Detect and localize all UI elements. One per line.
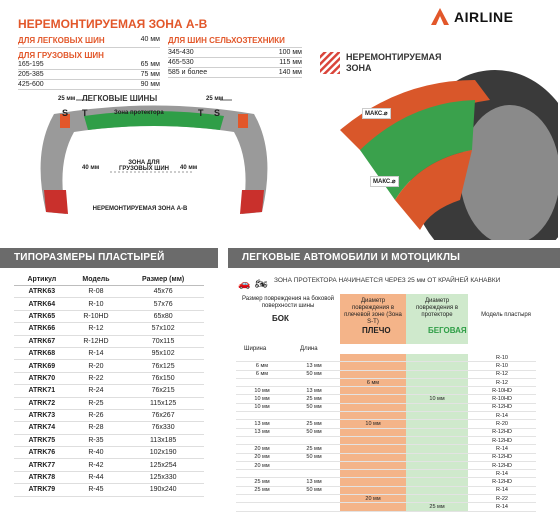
table-cell: 20 мм — [236, 461, 288, 469]
table-cell: 6 мм — [340, 378, 406, 386]
table-cell — [340, 362, 406, 370]
table-row — [14, 347, 204, 359]
passenger-block — [18, 36, 160, 90]
table-row — [236, 453, 536, 461]
right-40-label: 40 мм — [180, 165, 198, 171]
table-cell: R-42 — [70, 459, 123, 471]
truck-rows — [18, 60, 160, 90]
truck-size-row-value: 90 мм — [140, 81, 160, 88]
truck-size-row-size: 165-195 — [18, 61, 44, 68]
table-row — [14, 447, 204, 459]
table-cell — [288, 354, 340, 362]
table-cell — [406, 403, 468, 411]
table-cell — [406, 428, 468, 436]
col2-header: Диаметр повреждения в плечевой зоне (Зона S-T) — [344, 298, 402, 325]
table-cell — [340, 453, 406, 461]
brand-logo — [430, 7, 450, 32]
table-cell: 76х215 — [122, 385, 204, 397]
table-row — [236, 461, 536, 469]
table-cell: R-24 — [70, 385, 123, 397]
table-cell — [406, 378, 468, 386]
header-model: Модель — [70, 274, 123, 286]
motorcycle-icon: 🏍 — [254, 279, 268, 290]
table-cell: R-14 — [468, 503, 536, 511]
table-cell: R-14 — [468, 412, 536, 420]
agri-size-row-size: 465-530 — [168, 59, 194, 66]
table-row — [14, 397, 204, 409]
table-cell — [288, 503, 340, 511]
table-cell: 20 мм — [236, 445, 288, 453]
table-cell: 50 мм — [288, 370, 340, 378]
right-mm-label: 25 мм — [206, 96, 224, 102]
table-cell: ATRK71 — [14, 385, 70, 397]
table-cell: ATRK68 — [14, 347, 70, 359]
table-cell: ATRK78 — [14, 471, 70, 483]
table-cell: R-12HD — [468, 478, 536, 486]
table-row — [14, 323, 204, 335]
table-cell: 76х150 — [122, 372, 204, 384]
table-cell: 20 мм — [236, 453, 288, 461]
agri-size-row — [168, 48, 302, 58]
table-row — [236, 428, 536, 436]
table-cell: ATRK75 — [14, 434, 70, 446]
zones-title: НЕРЕМОНТИРУЕМАЯ ЗОНА А-В — [18, 17, 208, 31]
table-row — [236, 403, 536, 411]
table-cell: 10 мм — [236, 403, 288, 411]
header-article: Артикул — [14, 274, 70, 286]
table-cell: 57х76 — [122, 298, 204, 310]
table-row — [14, 360, 204, 372]
table-cell: ATRK63 — [14, 286, 70, 298]
table-cell — [340, 445, 406, 453]
table-cell: 50 мм — [288, 428, 340, 436]
table-cell: R-10 — [70, 298, 123, 310]
truck-size-row — [18, 60, 160, 70]
table-cell: 13 мм — [236, 420, 288, 428]
table-cell: R-10HD — [468, 387, 536, 395]
table-row — [14, 459, 204, 471]
table-cell: 13 мм — [288, 478, 340, 486]
table-cell — [340, 503, 406, 511]
col1-header: Размер повреждения на боковой поверхности шины — [241, 296, 335, 309]
table-cell — [340, 486, 406, 494]
table-cell — [288, 495, 340, 503]
agri-size-row-size: 345-430 — [168, 49, 194, 56]
table-cell: R-14 — [70, 347, 123, 359]
repair-table — [236, 354, 536, 512]
table-row — [236, 387, 536, 395]
table-cell — [288, 470, 340, 478]
table-cell: R-12HD — [468, 428, 536, 436]
patch-table — [14, 274, 204, 497]
table-cell — [236, 412, 288, 420]
table-row — [14, 372, 204, 384]
agri-size-row — [168, 58, 302, 68]
table-row — [236, 478, 536, 486]
table-cell: 76х267 — [122, 409, 204, 421]
left-mm-label: 25 мм — [58, 96, 76, 102]
shoulder-right-mark — [238, 114, 248, 128]
table-cell — [340, 461, 406, 469]
table-cell: R-12HD — [468, 403, 536, 411]
table-cell: 125х330 — [122, 471, 204, 483]
table-cell: 10 мм — [236, 387, 288, 395]
table-cell: 102х190 — [122, 447, 204, 459]
table-cell — [288, 461, 340, 469]
table-cell: 13 мм — [236, 428, 288, 436]
table-cell: 190х240 — [122, 484, 204, 496]
table-cell: ATRK73 — [14, 409, 70, 421]
table-cell: 65х80 — [122, 310, 204, 322]
left-40-label: 40 мм — [82, 165, 100, 171]
table-cell: ATRK67 — [14, 335, 70, 347]
agri-size-row — [168, 68, 302, 78]
table-cell: R-20 — [70, 360, 123, 372]
table-cell: R-44 — [70, 471, 123, 483]
truck-size-row — [18, 70, 160, 80]
col-tread: БЕГОВАЯ — [428, 326, 467, 335]
table-row — [14, 484, 204, 496]
agri-size-row-value: 115 мм — [279, 59, 302, 66]
table-row — [236, 470, 536, 478]
table-row — [14, 409, 204, 421]
table-cell: R-12 — [70, 323, 123, 335]
table-cell: R-12HD — [468, 453, 536, 461]
passenger-value: 40 мм — [140, 36, 160, 43]
table-row — [236, 412, 536, 420]
table-cell: 50 мм — [288, 453, 340, 461]
table-row — [14, 310, 204, 322]
table-cell — [236, 503, 288, 511]
col-shoulder: ПЛЕЧО — [362, 326, 391, 335]
table-cell: R-10HD — [70, 310, 123, 322]
table-cell: ATRK64 — [14, 298, 70, 310]
table-cell — [340, 478, 406, 486]
t-right: T — [198, 108, 204, 118]
table-cell: R-10 — [468, 362, 536, 370]
table-cell — [236, 436, 288, 444]
table-cell: R-35 — [70, 434, 123, 446]
table-row — [14, 422, 204, 434]
patch-table-wrap — [14, 274, 204, 497]
table-row — [236, 420, 536, 428]
table-cell: R-08 — [70, 286, 123, 298]
table-cell: 25 мм — [288, 395, 340, 403]
tire-legend: НЕРЕМОНТИРУЕМАЯ ЗОНА — [346, 52, 442, 73]
table-cell: 25 мм — [406, 503, 468, 511]
table-cell — [406, 470, 468, 478]
table-cell — [340, 436, 406, 444]
passenger-moto-bar: ЛЕГКОВЫЕ АВТОМОБИЛИ И МОТОЦИКЛЫ — [228, 248, 560, 268]
table-cell — [288, 412, 340, 420]
table-row — [14, 385, 204, 397]
table-cell — [406, 453, 468, 461]
table-cell: R-28 — [70, 422, 123, 434]
table-cell: ATRK69 — [14, 360, 70, 372]
table-cell: 25 мм — [288, 420, 340, 428]
table-cell — [340, 412, 406, 420]
table-row — [14, 471, 204, 483]
agri-size-row-value: 140 мм — [278, 69, 302, 76]
table-cell: 95х102 — [122, 347, 204, 359]
table-cell: 25 мм — [236, 486, 288, 494]
table-row — [236, 503, 536, 511]
vehicle-icons — [238, 274, 268, 292]
table-cell: ATRK65 — [14, 310, 70, 322]
agri-size-row-value: 100 мм — [278, 49, 302, 56]
table-row — [236, 445, 536, 453]
table-cell — [340, 428, 406, 436]
agri-size-row-size: 585 и более — [168, 69, 208, 76]
table-cell: R-12HD — [468, 436, 536, 444]
table-row — [236, 370, 536, 378]
table-cell: 13 мм — [288, 362, 340, 370]
repair-table-wrap — [236, 354, 536, 512]
table-row — [236, 495, 536, 503]
agri-label: ДЛЯ ШИН СЕЛЬХОЗТЕХНИКИ — [168, 36, 302, 48]
table-cell: ATRK77 — [14, 459, 70, 471]
table-cell: 45х76 — [122, 286, 204, 298]
table-row — [236, 486, 536, 494]
table-cell: 20 мм — [340, 495, 406, 503]
table-cell: 113х185 — [122, 434, 204, 446]
col3-header: Диаметр повреждения в протекторе — [416, 298, 458, 318]
table-cell — [340, 395, 406, 403]
table-row — [14, 298, 204, 310]
table-cell — [406, 412, 468, 420]
table-cell: R-22 — [468, 495, 536, 503]
table-cell: R-12 — [468, 378, 536, 386]
table-cell: 50 мм — [288, 486, 340, 494]
table-cell — [406, 420, 468, 428]
table-row — [14, 335, 204, 347]
table-cell: R-25 — [70, 397, 123, 409]
table-cell: R-20 — [468, 420, 536, 428]
max-diameter-1: МАКС.⌀ — [362, 108, 391, 119]
table-cell: 25 мм — [236, 478, 288, 486]
table-cell: 10 мм — [236, 395, 288, 403]
table-cell — [406, 362, 468, 370]
table-cell: ATRK70 — [14, 372, 70, 384]
table-cell — [236, 495, 288, 503]
table-row — [236, 436, 536, 444]
max-diameter-2: МАКС.⌀ — [370, 176, 399, 187]
bottom-zone-label: НЕРЕМОНТИРУЕМАЯ ЗОНА А-В — [92, 206, 188, 212]
table-cell: R-10HD — [468, 395, 536, 403]
table-cell: 76х125 — [122, 360, 204, 372]
table-cell — [406, 387, 468, 395]
table-cell — [340, 354, 406, 362]
agri-rows — [168, 48, 302, 78]
truck-size-row-size: 425-600 — [18, 81, 44, 88]
table-cell: 10 мм — [340, 420, 406, 428]
car-icon: 🚗 — [238, 279, 251, 290]
passenger-label: ДЛЯ ЛЕГКОВЫХ ШИН — [18, 36, 105, 45]
table-cell: 70х115 — [122, 335, 204, 347]
col4-header: Модель пластыря — [481, 312, 531, 318]
truck-label: ДЛЯ ГРУЗОВЫХ ШИН — [18, 51, 104, 60]
table-cell — [288, 378, 340, 386]
header-size: Размер (мм) — [122, 274, 204, 286]
table-cell — [288, 436, 340, 444]
table-cell: ATRK66 — [14, 323, 70, 335]
table-cell — [340, 470, 406, 478]
table-cell — [406, 478, 468, 486]
truck-size-row-size: 205-385 — [18, 71, 44, 78]
airline-logo-icon — [430, 7, 450, 27]
agri-block — [168, 36, 302, 78]
bead-zone-left — [44, 190, 68, 214]
table-cell: 50 мм — [288, 403, 340, 411]
table-cell — [406, 486, 468, 494]
table-cell: ATRK76 — [14, 447, 70, 459]
tread-zone-note: ЗОНА ПРОТЕКТОРА НАЧИНАЕТСЯ ЧЕРЕЗ 25 мм ОТ КРАЙНЕЙ КАНАВКИ — [274, 277, 501, 284]
table-cell: R-14 — [468, 470, 536, 478]
table-cell — [236, 470, 288, 478]
table-cell: R-22 — [70, 372, 123, 384]
table-cell: 57х102 — [122, 323, 204, 335]
table-cell: 76х330 — [122, 422, 204, 434]
truck-zone-label: ЗОНА ДЛЯ ГРУЗОВЫХ ШИН — [119, 160, 169, 172]
table-cell: 125х254 — [122, 459, 204, 471]
table-cell — [340, 403, 406, 411]
patch-sizes-bar: ТИПОРАЗМЕРЫ ПЛАСТЫРЕЙ — [0, 248, 218, 268]
table-cell: R-14 — [468, 445, 536, 453]
table-cell: 10 мм — [406, 395, 468, 403]
table-cell: 6 мм — [236, 362, 288, 370]
table-cell: R-45 — [70, 484, 123, 496]
brand-name: AIRLINE — [454, 9, 514, 25]
table-cell: R-12HD — [468, 461, 536, 469]
table-cell: ATRK74 — [14, 422, 70, 434]
table-cell: R-26 — [70, 409, 123, 421]
table-cell — [406, 354, 468, 362]
s-left: S — [62, 108, 69, 118]
table-cell: 25 мм — [288, 445, 340, 453]
table-cell — [406, 495, 468, 503]
table-cell: ATRK79 — [14, 484, 70, 496]
table-cell — [406, 370, 468, 378]
t-left: T — [82, 108, 88, 118]
table-cell — [340, 370, 406, 378]
table-cell — [406, 461, 468, 469]
table-cell: 13 мм — [288, 387, 340, 395]
table-row — [236, 354, 536, 362]
table-row — [14, 286, 204, 298]
table-cell: R-40 — [70, 447, 123, 459]
table-cell — [236, 378, 288, 386]
tread-zone-label: Зона протектора — [114, 110, 164, 116]
table-row — [236, 362, 536, 370]
table-cell — [406, 445, 468, 453]
sub-length: Длина — [300, 346, 318, 352]
table-cell: R-12HD — [70, 335, 123, 347]
truck-size-row-value: 75 мм — [140, 71, 160, 78]
table-cell: 115х125 — [122, 397, 204, 409]
table-cell: R-14 — [468, 486, 536, 494]
table-cell: R-12 — [468, 370, 536, 378]
bead-zone-right — [240, 190, 264, 214]
table-cell — [406, 436, 468, 444]
table-cell: ATRK72 — [14, 397, 70, 409]
col-bok: БОК — [272, 314, 289, 323]
truck-size-row-value: 65 мм — [140, 61, 160, 68]
diagram-title: ЛЕГКОВЫЕ ШИНЫ — [82, 94, 158, 103]
legend-swatch — [320, 52, 340, 74]
table-cell: 6 мм — [236, 370, 288, 378]
table-cell: R-10 — [468, 354, 536, 362]
truck-size-row — [18, 80, 160, 90]
table-row — [14, 434, 204, 446]
table-row — [236, 378, 536, 386]
sub-width: Ширина — [244, 346, 267, 352]
table-row — [236, 395, 536, 403]
table-cell — [236, 354, 288, 362]
table-cell — [340, 387, 406, 395]
s-right: S — [214, 108, 221, 118]
